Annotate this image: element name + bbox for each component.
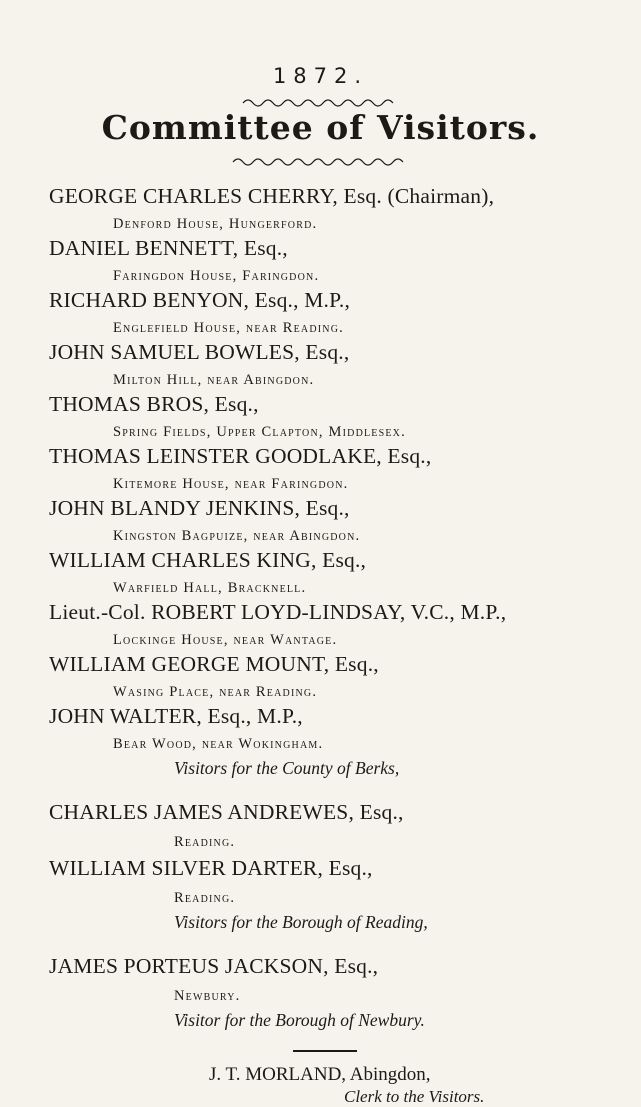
member-name: WILLIAM CHARLES KING, Esq.,	[49, 548, 367, 572]
member-address: Newbury.	[174, 988, 241, 1004]
divider-rule	[293, 1050, 357, 1052]
member-name: WILLIAM GEORGE MOUNT, Esq.,	[49, 652, 379, 676]
member-address: Kingston Bagpuize, near Abingdon.	[113, 528, 361, 544]
member-name: JOHN BLANDY JENKINS, Esq.,	[49, 496, 350, 520]
member-address: Faringdon House, Faringdon.	[113, 268, 320, 284]
member-name: DANIEL BENNETT, Esq.,	[49, 236, 288, 260]
member-address: Reading.	[174, 890, 236, 906]
member-name: JOHN WALTER, Esq., M.P.,	[49, 704, 303, 728]
clerk-role: Clerk to the Visitors.	[344, 1087, 485, 1106]
county-heading: Visitors for the County of Berks,	[174, 758, 400, 778]
member-name: THOMAS LEINSTER GOODLAKE, Esq.,	[49, 444, 432, 468]
member-name: CHARLES JAMES ANDREWES, Esq.,	[49, 800, 404, 824]
member-name: THOMAS BROS, Esq.,	[49, 392, 259, 416]
member-name: JAMES PORTEUS JACKSON, Esq.,	[49, 954, 379, 978]
member-address: Kitemore House, near Faringdon.	[113, 476, 349, 492]
title-ornament	[0, 155, 641, 173]
member-address: Bear Wood, near Wokingham.	[113, 736, 324, 752]
member-address: Milton Hill, near Abingdon.	[113, 372, 315, 388]
year: 1872.	[272, 64, 369, 88]
member-name: Lieut.-Col. ROBERT LOYD-LINDSAY, V.C., M.P.,	[49, 600, 507, 624]
member-address: Englefield House, near Reading.	[113, 320, 344, 336]
member-address: Wasing Place, near Reading.	[113, 684, 318, 700]
member-address: Lockinge House, near Wantage.	[113, 632, 338, 648]
member-name: WILLIAM SILVER DARTER, Esq.,	[49, 856, 373, 880]
member-address: Denford House, Hungerford.	[113, 216, 318, 232]
newbury-heading: Visitor for the Borough of Newbury.	[174, 1010, 425, 1030]
member-name: GEORGE CHARLES CHERRY, Esq. (Chairman),	[49, 184, 495, 208]
page-title: Committee of Visitors.	[101, 108, 540, 147]
member-address: Reading.	[174, 834, 236, 850]
member-name: RICHARD BENYON, Esq., M.P.,	[49, 288, 351, 312]
member-address: Warfield Hall, Bracknell.	[113, 580, 307, 596]
member-name: JOHN SAMUEL BOWLES, Esq.,	[49, 340, 350, 364]
clerk-name: J. T. MORLAND, Abingdon,	[209, 1064, 431, 1085]
reading-heading: Visitors for the Borough of Reading,	[174, 912, 428, 932]
member-address: Spring Fields, Upper Clapton, Middlesex.	[113, 424, 406, 440]
